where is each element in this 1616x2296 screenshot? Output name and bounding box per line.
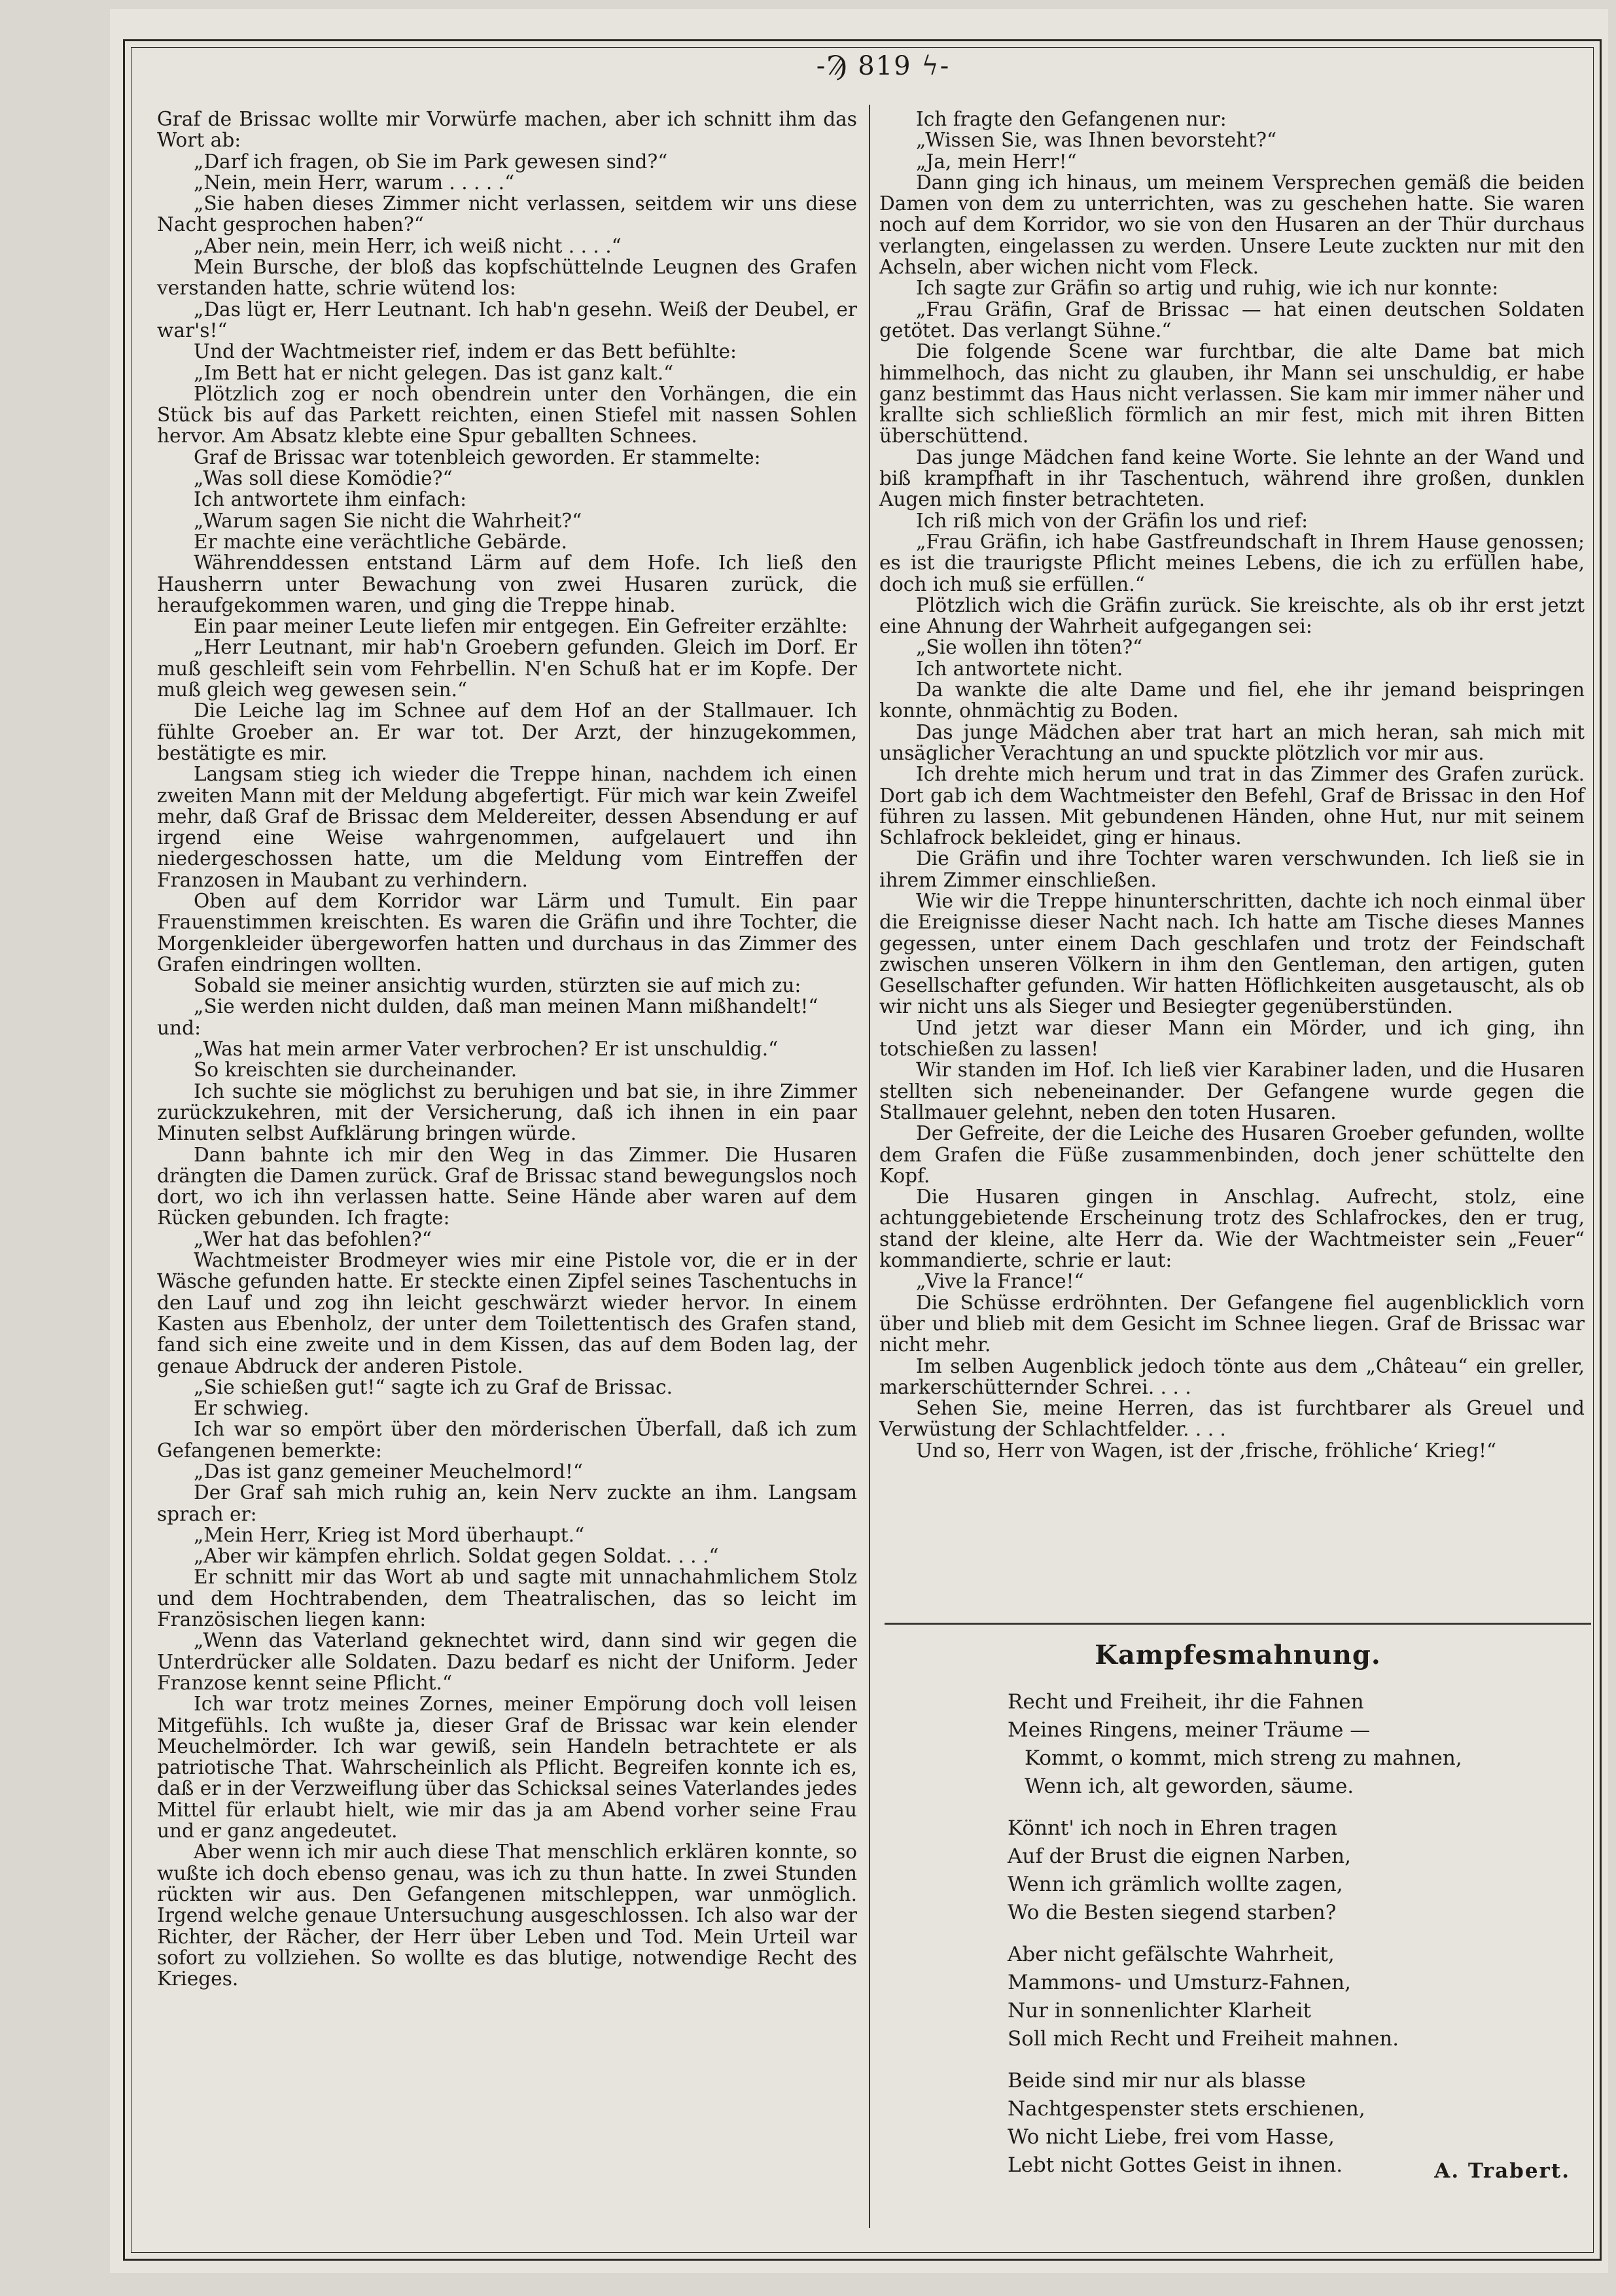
paragraph: „Darf ich fragen, ob Sie im Park gewesen sind?“	[194, 150, 668, 173]
paragraph: „Das lügt er, Herr Leutnant. Ich hab'n gesehn. Weiß der Deubel, er war's!“	[157, 298, 857, 342]
paragraph: Dann ging ich hinaus, um meinem Versprechen gemäß die beiden Damen von dem zu unterrichten, was zu geschehen hatte. Sie waren noch auf dem Korridor, wo sie von den Husaren an der Thür durchaus verlangten, eingelassen zu werden. Unsere Leute zuckten nur mit den Achseln, aber wichen nicht vom Fleck.	[879, 171, 1585, 279]
paragraph: Ich drehte mich herum und trat in das Zimmer des Grafen zurück. Dort gab ich dem Wachtmeister den Befehl, Graf de Brissac in den Hof führen zu lassen. Mit gebundenen Händen, ohne Hut, nur mit seinem Schlafrock bekleidet, ging er hinaus.	[879, 763, 1585, 849]
poem-line: Wenn ich grämlich wollte zagen,	[1008, 1873, 1343, 1896]
paragraph: Ich war so empört über den mörderischen Überfall, daß ich zum Gefangenen bemerkte:	[157, 1418, 857, 1462]
poem-stanza	[1008, 1941, 1505, 2053]
paragraph: Ich fragte den Gefangenen nur:	[916, 108, 1227, 130]
column-divider	[869, 105, 870, 2228]
paragraph: Plötzlich zog er noch obendrein unter den Vorhängen, die ein Stück bis auf das Parkett reichten, einen Stiefel mit nassen Sohlen hervor. Am Absatz klebte eine Spur geballten Schnees.	[157, 382, 857, 448]
paragraph: Die Husaren gingen in Anschlag. Aufrecht, stolz, eine achtunggebietende Erscheinung trotz des Schlafrockes, den er trug, stand der kleine, alte Herr da. Wie der Wachtmeister sein „Feuer“ kommandierte, schrie er laut:	[879, 1186, 1585, 1272]
paragraph: Ich antwortete ihm einfach:	[194, 488, 467, 511]
poem-stanza	[1008, 1688, 1505, 1801]
paragraph: Ich antwortete nicht.	[916, 657, 1123, 680]
paragraph: „Wenn das Vaterland geknechtet wird, dann sind wir gegen die Unterdrücker alle Soldaten. Dazu bedarf es nicht der Uniform. Jeder Franzose kennt seine Pflicht.“	[157, 1629, 857, 1694]
paragraph: Plötzlich wich die Gräfin zurück. Sie kreischte, als ob ihr erst jetzt eine Ahnung der Wahrheit aufgegangen sei:	[879, 593, 1585, 638]
paragraph: „Was soll diese Komödie?“	[194, 467, 453, 490]
paragraph: „Aber wir kämpfen ehrlich. Soldat gegen Soldat. . . .“	[194, 1545, 719, 1568]
paragraph: Graf de Brissac wollte mir Vorwürfe machen, aber ich schnitt ihm das Wort ab:	[157, 108, 857, 152]
paragraph: Und der Wachtmeister rief, indem er das Bett befühlte:	[194, 340, 737, 363]
paragraph: „Sie haben dieses Zimmer nicht verlassen, seitdem wir uns diese Nacht gesprochen haben?“	[157, 192, 857, 236]
paragraph: Ein paar meiner Leute liefen mir entgegen. Ein Gefreiter erzählte:	[194, 615, 848, 638]
paragraph: Währenddessen entstand Lärm auf dem Hofe. Ich ließ den Hausherrn unter Bewachung von zwei Husaren zurück, die heraufgekommen waren, und ging die Treppe hinab.	[157, 552, 857, 616]
paragraph: Im selben Augenblick jedoch tönte aus dem „Château“ ein greller, markerschütternder Schrei. . . .	[879, 1354, 1585, 1398]
paragraph: Ich riß mich von der Gräfin los und rief:	[916, 509, 1309, 532]
paragraph: Das junge Mädchen aber trat hart an mich heran, sah mich mit unsäglicher Verachtung an und spuckte plötzlich vor mir aus.	[879, 720, 1585, 764]
paragraph: Wachtmeister Brodmeyer wies mir eine Pistole vor, die er in der Wäsche gefunden hatte. Er steckte einen Zipfel seines Taschentuchs in den Lauf und zog ihn leicht geschwärzt wieder hervor. In einem Kasten aus Ebenholz, der unter dem Toilettentisch des Grafen stand, fand sich eine zweite und in dem Kissen, das auf dem Boden lag, der genaue Abdruck der anderen Pistole.	[157, 1249, 857, 1377]
poem-line: Nur in sonnenlichter Klarheit	[1008, 1999, 1312, 2022]
paragraph: Da wankte die alte Dame und fiel, ehe ihr jemand beispringen konnte, ohnmächtig zu Boden.	[879, 679, 1585, 722]
paragraph: So kreischten sie durcheinander.	[194, 1059, 518, 1082]
poem-author: A. Trabert.	[1434, 2159, 1570, 2183]
paragraph: Die Gräfin und ihre Tochter waren verschwunden. Ich ließ sie in ihrem Zimmer einschließen.	[879, 847, 1585, 891]
poem-line: Wo nicht Liebe, frei vom Hasse,	[1008, 2125, 1335, 2149]
paragraph: Langsam stieg ich wieder die Treppe hinan, nachdem ich einen zweiten Mann mit der Meldung abgefertigt. Für mich war kein Zweifel mehr, daß Graf de Brissac dem Meldereiter, dessen Absendung er auf irgend eine Weise wahrgenommen, aufgelauert und ihn niedergeschossen hatte, um die Meldung vom Eintreffen der Franzosen in Maubant zu verhindern.	[157, 763, 857, 891]
paragraph: Sobald sie meiner ansichtig wurden, stürzten sie auf mich zu:	[194, 974, 801, 997]
paragraph: „Wissen Sie, was Ihnen bevorsteht?“	[916, 129, 1277, 152]
paragraph: Graf de Brissac war totenbleich geworden. Er stammelte:	[194, 446, 761, 468]
right-column	[879, 109, 1585, 1461]
paragraph: Sehen Sie, meine Herren, das ist furchtbarer als Greuel und Verwüstung der Schlachtfelder. . . .	[879, 1397, 1585, 1441]
section-rule	[885, 1623, 1591, 1625]
paragraph: Ich suchte sie möglichst zu beruhigen und bat sie, in ihre Zimmer zurückzukehren, mit der Versicherung, daß ich ihnen in ein paar Minuten selbst Aufklärung bringen würde.	[157, 1080, 857, 1145]
paragraph: Ich sagte zur Gräfin so artig und ruhig, wie ich nur konnte:	[916, 277, 1499, 300]
poem-stanza	[1008, 2067, 1505, 2180]
poem-line: Mammons- und Umsturz-Fahnen,	[1008, 1971, 1351, 1994]
poem-line: Auf der Brust die eignen Narben,	[1008, 1845, 1351, 1868]
paragraph: „Nein, mein Herr, warum . . . . .“	[194, 171, 515, 194]
poem	[1008, 1688, 1505, 2193]
paragraph: Ich war trotz meines Zornes, meiner Empörung doch voll leisen Mitgefühls. Ich wußte ja, dieser Graf de Brissac war kein elender Meuchelmörder. Ich war gewiß, sein Handeln betrachtete er als patriotische That. Wahrscheinlich als Pflicht. Begreifen konnte ich es, daß er in der Verzweiflung über das Schicksal seines Vaterlandes jedes Mittel für erlaubt hielt, wie mir das ja am Abend vorher seine Frau und er ganz angedeutet.	[157, 1693, 857, 1843]
poem-line: Wenn ich, alt geworden, säume.	[1025, 1775, 1354, 1798]
poem-line: Nachtgespenster stets erschienen,	[1008, 2097, 1365, 2121]
paragraph: Der Gefreite, der die Leiche des Husaren Groeber gefunden, wollte dem Grafen die Füße zusammenbinden, doch jener schüttelte den Kopf.	[879, 1122, 1585, 1187]
page-number	[785, 51, 981, 81]
paragraph: „Frau Gräfin, Graf de Brissac — hat einen deutschen Soldaten getötet. Das verlangt Sühne.“	[879, 298, 1585, 342]
ornament-left: -Ϡ	[816, 51, 849, 81]
paragraph: „Ja, mein Herr!“	[916, 150, 1077, 173]
paragraph: Die folgende Scene war furchtbar, die alte Dame bat mich himmelhoch, das nicht zu glauben, ihr Mann sei unschuldig, er habe ganz bestimmt das Haus nicht verlassen. Sie kam mir immer näher und krallte sich schließlich förmlich an mir fest, mich mit ihren Bitten überschüttend.	[879, 340, 1585, 448]
poem-title: Kampfesmahnung.	[1095, 1640, 1381, 1670]
paragraph: „Sie wollen ihn töten?“	[916, 636, 1143, 659]
paragraph: Aber wenn ich mir auch diese That menschlich erklären konnte, so wußte ich doch ebenso genau, was ich zu thun hatte. In zwei Stunden rückten wir aus. Den Gefangenen mitschleppen, war unmöglich. Irgend welche genaue Untersuchung ausgeschlossen. Ich also war der Richter, der Rächer, der Herr über Leben und Tod. Mein Urteil war sofort zu vollziehen. So wollte es das blutige, notwendige Recht des Krieges.	[157, 1841, 857, 1990]
paragraph: „Sie werden nicht dulden, daß man meinen Mann mißhandelt!“	[194, 995, 818, 1018]
paragraph: „Sie schießen gut!“ sagte ich zu Graf de Brissac.	[194, 1375, 673, 1398]
left-column	[157, 109, 857, 1989]
paragraph: Er schnitt mir das Wort ab und sagte mit unnachahmlichem Stolz und dem Hochtrabenden, dem Theatralischen, das so leicht im Französischen liegen kann:	[157, 1566, 857, 1631]
poem-line: Soll mich Recht und Freiheit mahnen.	[1008, 2027, 1399, 2051]
paragraph: Die Leiche lag im Schnee auf dem Hof an der Stallmauer. Ich fühlte Groeber an. Er war tot. Der Arzt, der hinzugekommen, bestätigte es mir.	[157, 699, 857, 764]
ornament-right: ϟ-	[921, 51, 951, 81]
paragraph: Der Graf sah mich ruhig an, kein Nerv zuckte an ihm. Langsam sprach er:	[157, 1481, 857, 1525]
poem-line: Aber nicht gefälschte Wahrheit,	[1008, 1943, 1335, 1966]
poem-line: Recht und Freiheit, ihr die Fahnen	[1008, 1690, 1364, 1714]
paragraph: Oben auf dem Korridor war Lärm und Tumult. Ein paar Frauenstimmen kreischten. Es waren die Gräfin und ihre Tochter, die Morgenkleider übergeworfen hatten und durchaus in das Zimmer des Grafen eindringen wollten.	[157, 889, 857, 976]
paragraph: Dann bahnte ich mir den Weg in das Zimmer. Die Husaren drängten die Damen zurück. Graf de Brissac stand bewegungslos noch dort, wo ich ihn verlassen hatte. Seine Hände aber waren auf dem Rücken gebunden. Ich fragte:	[157, 1143, 857, 1229]
poem-line: Kommt, o kommt, mich streng zu mahnen,	[1025, 1746, 1462, 1770]
paragraph: „Mein Herr, Krieg ist Mord überhaupt.“	[194, 1523, 585, 1546]
paragraph: „Herr Leutnant, mir hab'n Groebern gefunden. Gleich im Dorf. Er muß geschleift sein vom Fehrbellin. N'en Schuß hat er im Kopfe. Der muß gleich weg gewesen sein.“	[157, 636, 857, 701]
poem-line: Wo die Besten siegend starben?	[1008, 1901, 1337, 1924]
paragraph: Wir standen im Hof. Ich ließ vier Karabiner laden, und die Husaren stellten sich nebeneinander. Der Gefangene wurde gegen die Stallmauer gelehnt, neben den toten Husaren.	[879, 1059, 1585, 1123]
paragraph: Er machte eine verächtliche Gebärde.	[194, 530, 568, 553]
poem-stanza	[1008, 1814, 1505, 1927]
paragraph: „Das ist ganz gemeiner Meuchelmord!“	[194, 1460, 583, 1483]
poem-line: Meines Ringens, meiner Träume —	[1008, 1718, 1371, 1742]
paragraph: „Was hat mein armer Vater verbrochen? Er ist unschuldig.“	[194, 1038, 779, 1061]
paragraph: „Warum sagen Sie nicht die Wahrheit?“	[194, 509, 582, 532]
paragraph: „Wer hat das befohlen?“	[194, 1227, 432, 1250]
page-number-text: 819	[858, 51, 912, 81]
paragraph: Mein Bursche, der bloß das kopfschüttelnde Leugnen des Grafen verstanden hatte, schrie wütend los:	[157, 256, 857, 300]
paragraph: Und so, Herr von Wagen, ist der ‚frische, fröhliche‘ Krieg!“	[916, 1439, 1497, 1462]
paragraph: Er schwieg.	[194, 1397, 309, 1420]
poem-line: Beide sind mir nur als blasse	[1008, 2069, 1306, 2093]
poem-line: Könnt' ich noch in Ehren tragen	[1008, 1816, 1337, 1840]
paragraph: Die Schüsse erdröhnten. Der Gefangene fiel augenblicklich vorn über und blieb mit dem Gesicht im Schnee liegen. Graf de Brissac war nicht mehr.	[879, 1291, 1585, 1356]
paragraph: „Aber nein, mein Herr, ich weiß nicht . . . .“	[194, 234, 622, 257]
paragraph: „Vive la France!“	[916, 1270, 1084, 1293]
paragraph: Wie wir die Treppe hinunterschritten, dachte ich noch einmal über die Ereignisse dieser Nacht nach. Ich hatte am Tische dieses Mannes gegessen, unter einem Dach geschlafen und trotz der Feindschaft zwischen unseren Völkern in ihm den Gentleman, den artigen, guten Gesellschafter gefunden. Wir hatten Höflichkeiten ausgetauscht, als ob wir nicht uns als Sieger und Besiegter gegenüberstünden.	[879, 889, 1585, 1018]
paragraph: Das junge Mädchen fand keine Worte. Sie lehnte an der Wand und biß krampfhaft in ihr Taschentuch, während ihre großen, dunklen Augen mich finster betrachteten.	[879, 446, 1585, 511]
paragraph: und:	[157, 1016, 202, 1039]
poem-line: Lebt nicht Gottes Geist in ihnen.	[1008, 2153, 1343, 2177]
paragraph: Und jetzt war dieser Mann ein Mörder, und ich ging, ihn totschießen zu lassen!	[879, 1016, 1585, 1061]
paragraph: „Frau Gräfin, ich habe Gastfreundschaft in Ihrem Hause genossen; es ist die traurigste Pflicht meines Lebens, die ich zu erfüllen habe, doch ich muß sie erfüllen.“	[879, 530, 1585, 595]
paragraph: „Im Bett hat er nicht gelegen. Das ist ganz kalt.“	[194, 361, 674, 384]
